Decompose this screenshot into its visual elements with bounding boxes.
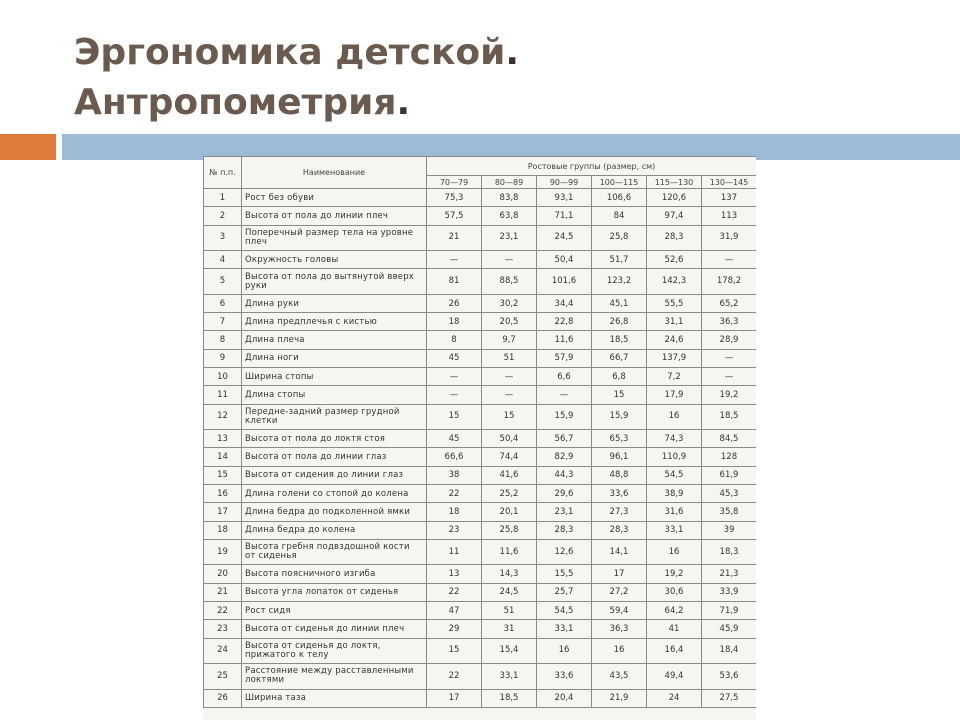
cell-value: 43,5 xyxy=(592,664,647,690)
row-name: Ширина стопы xyxy=(242,368,427,386)
cell-value: 57,5 xyxy=(427,207,482,225)
cell-value: 38 xyxy=(427,466,482,484)
cell-value: 21 xyxy=(427,225,482,251)
title-line-2: Антропометрия. xyxy=(74,82,411,123)
cell-value: 16,4 xyxy=(647,638,702,664)
cell-value: 51,7 xyxy=(592,251,647,269)
row-name: Высота угла лопаток от сиденья xyxy=(242,583,427,601)
cell-value: 71,9 xyxy=(702,602,757,620)
row-number: 14 xyxy=(204,448,242,466)
cell-value: 74,4 xyxy=(482,448,537,466)
cell-value: 50,4 xyxy=(482,430,537,448)
cell-value: 23,1 xyxy=(537,503,592,521)
table-row xyxy=(204,368,757,386)
table-row xyxy=(204,485,757,503)
cell-value: 57,9 xyxy=(537,349,592,367)
row-number: 19 xyxy=(204,539,242,565)
cell-value: 16 xyxy=(592,638,647,664)
row-number: 24 xyxy=(204,638,242,664)
cell-value: 29 xyxy=(427,620,482,638)
cell-value: 35,8 xyxy=(702,503,757,521)
cell-value: 16 xyxy=(647,539,702,565)
row-number: 2 xyxy=(204,207,242,225)
cell-value: 29,6 xyxy=(537,485,592,503)
cell-value: 59,4 xyxy=(592,602,647,620)
table-row xyxy=(204,386,757,404)
row-number: 16 xyxy=(204,485,242,503)
cell-value: 23,1 xyxy=(482,225,537,251)
cell-value: 71,1 xyxy=(537,207,592,225)
table-row xyxy=(204,404,757,430)
header-size-group: 80—89 xyxy=(482,176,537,189)
cell-value: 15 xyxy=(427,404,482,430)
table-row xyxy=(204,269,757,295)
scanned-table-image xyxy=(203,156,756,720)
cell-value: 12,6 xyxy=(537,539,592,565)
cell-value: 20,5 xyxy=(482,313,537,331)
cell-value: 31,6 xyxy=(647,503,702,521)
table-row xyxy=(204,565,757,583)
cell-value: 54,5 xyxy=(647,466,702,484)
row-name: Высота от сидения до линии глаз xyxy=(242,466,427,484)
row-name: Длина предплечья с кистью xyxy=(242,313,427,331)
cell-value: 31,9 xyxy=(702,225,757,251)
row-name: Высота от пола до линии глаз xyxy=(242,448,427,466)
cell-value: 113 xyxy=(702,207,757,225)
cell-value: 15 xyxy=(482,404,537,430)
cell-value: 11,6 xyxy=(482,539,537,565)
header-name: Наименование xyxy=(242,157,427,189)
row-name: Высота гребня подвздошной кости от сиденья xyxy=(242,539,427,565)
table-row xyxy=(204,448,757,466)
row-number: 1 xyxy=(204,189,242,207)
cell-value: 33,1 xyxy=(647,521,702,539)
row-name: Передне-задний размер грудной клетки xyxy=(242,404,427,430)
cell-value: 24 xyxy=(647,689,702,707)
cell-value: 33,9 xyxy=(702,583,757,601)
cell-value: 6,6 xyxy=(537,368,592,386)
cell-value: 18,3 xyxy=(702,539,757,565)
title-line-1: Эргономика детской. xyxy=(74,32,520,73)
cell-value: 34,4 xyxy=(537,294,592,312)
table-row xyxy=(204,466,757,484)
row-name: Поперечный размер тела на уровне плеч xyxy=(242,225,427,251)
row-number: 11 xyxy=(204,386,242,404)
cell-value: 97,4 xyxy=(647,207,702,225)
table-row xyxy=(204,207,757,225)
cell-value: 110,9 xyxy=(647,448,702,466)
header-size-group: 90—99 xyxy=(537,176,592,189)
row-name: Высота от сиденья до линии плеч xyxy=(242,620,427,638)
cell-value: 84,5 xyxy=(702,430,757,448)
cell-value: 27,2 xyxy=(592,583,647,601)
cell-value: 65,2 xyxy=(702,294,757,312)
cell-value: 36,3 xyxy=(592,620,647,638)
cell-value: 44,3 xyxy=(537,466,592,484)
cell-value: 56,7 xyxy=(537,430,592,448)
table-row xyxy=(204,225,757,251)
header-size-group: 115—130 xyxy=(647,176,702,189)
cell-value: 45,1 xyxy=(592,294,647,312)
row-number: 26 xyxy=(204,689,242,707)
cell-value: 31,1 xyxy=(647,313,702,331)
table-row xyxy=(204,521,757,539)
cell-value: 83,8 xyxy=(482,189,537,207)
cell-value: 24,5 xyxy=(537,225,592,251)
cell-value: 21,9 xyxy=(592,689,647,707)
header-size-group: 130—145 xyxy=(702,176,757,189)
row-name: Высота от пола до линии плеч xyxy=(242,207,427,225)
cell-value: 15 xyxy=(427,638,482,664)
cell-value: 20,1 xyxy=(482,503,537,521)
table-row xyxy=(204,294,757,312)
cell-value: 22 xyxy=(427,583,482,601)
row-number: 20 xyxy=(204,565,242,583)
cell-value: 50,4 xyxy=(537,251,592,269)
cell-value: 63,8 xyxy=(482,207,537,225)
cell-value: 45,3 xyxy=(702,485,757,503)
row-name: Высота от пола до вытянутой вверх руки xyxy=(242,269,427,295)
cell-value: 101,6 xyxy=(537,269,592,295)
row-number: 18 xyxy=(204,521,242,539)
cell-value: — xyxy=(427,386,482,404)
cell-value: 74,3 xyxy=(647,430,702,448)
header-size-group: 70—79 xyxy=(427,176,482,189)
table-row xyxy=(204,664,757,690)
table-row xyxy=(204,583,757,601)
cell-value: 54,5 xyxy=(537,602,592,620)
cell-value: 53,6 xyxy=(702,664,757,690)
row-number: 25 xyxy=(204,664,242,690)
cell-value: 39 xyxy=(702,521,757,539)
row-name: Длина руки xyxy=(242,294,427,312)
cell-value: 28,3 xyxy=(537,521,592,539)
cell-value: 8 xyxy=(427,331,482,349)
cell-value: 15,9 xyxy=(592,404,647,430)
cell-value: 25,7 xyxy=(537,583,592,601)
row-name: Длина стопы xyxy=(242,386,427,404)
cell-value: 41,6 xyxy=(482,466,537,484)
cell-value: 25,8 xyxy=(592,225,647,251)
cell-value: 18,5 xyxy=(592,331,647,349)
row-name: Рост сидя xyxy=(242,602,427,620)
row-name: Расстояние между расставленными локтями xyxy=(242,664,427,690)
cell-value: 15,9 xyxy=(537,404,592,430)
table-row xyxy=(204,638,757,664)
cell-value: 64,2 xyxy=(647,602,702,620)
cell-value: — xyxy=(482,251,537,269)
cell-value: 16 xyxy=(537,638,592,664)
cell-value: 22 xyxy=(427,485,482,503)
cell-value: 17,9 xyxy=(647,386,702,404)
cell-value: 36,3 xyxy=(702,313,757,331)
row-name: Длина плеча xyxy=(242,331,427,349)
cell-value: 26 xyxy=(427,294,482,312)
cell-value: 61,9 xyxy=(702,466,757,484)
cell-value: 18,5 xyxy=(702,404,757,430)
row-number: 4 xyxy=(204,251,242,269)
cell-value: 22 xyxy=(427,664,482,690)
cell-value: 82,9 xyxy=(537,448,592,466)
table-row xyxy=(204,620,757,638)
cell-value: 66,6 xyxy=(427,448,482,466)
cell-value: 14,1 xyxy=(592,539,647,565)
cell-value: — xyxy=(427,251,482,269)
cell-value: 38,9 xyxy=(647,485,702,503)
row-name: Длина голени со стопой до колена xyxy=(242,485,427,503)
row-name: Высота от пола до локтя стоя xyxy=(242,430,427,448)
cell-value: 18,5 xyxy=(482,689,537,707)
cell-value: 24,5 xyxy=(482,583,537,601)
cell-value: 84 xyxy=(592,207,647,225)
cell-value: 13 xyxy=(427,565,482,583)
table-row xyxy=(204,430,757,448)
cell-value: 81 xyxy=(427,269,482,295)
cell-value: 88,5 xyxy=(482,269,537,295)
cell-value: 178,2 xyxy=(702,269,757,295)
cell-value: 27,5 xyxy=(702,689,757,707)
cell-value: 30,2 xyxy=(482,294,537,312)
cell-value: — xyxy=(702,251,757,269)
cell-value: 48,8 xyxy=(592,466,647,484)
slide-title xyxy=(74,28,894,128)
cell-value: — xyxy=(482,368,537,386)
row-name: Высота поясничного изгиба xyxy=(242,565,427,583)
cell-value: 137 xyxy=(702,189,757,207)
cell-value: 66,7 xyxy=(592,349,647,367)
cell-value: 30,6 xyxy=(647,583,702,601)
cell-value: 93,1 xyxy=(537,189,592,207)
cell-value: 15,4 xyxy=(482,638,537,664)
cell-value: 33,6 xyxy=(537,664,592,690)
cell-value: 51 xyxy=(482,602,537,620)
cell-value: — xyxy=(702,368,757,386)
row-number: 13 xyxy=(204,430,242,448)
cell-value: 19,2 xyxy=(647,565,702,583)
row-number: 23 xyxy=(204,620,242,638)
cell-value: — xyxy=(482,386,537,404)
table-row xyxy=(204,602,757,620)
cell-value: 17 xyxy=(427,689,482,707)
row-number: 8 xyxy=(204,331,242,349)
cell-value: 33,1 xyxy=(537,620,592,638)
row-number: 7 xyxy=(204,313,242,331)
row-number: 6 xyxy=(204,294,242,312)
row-name: Длина бедра до подколенной ямки xyxy=(242,503,427,521)
cell-value: 23 xyxy=(427,521,482,539)
cell-value: 52,6 xyxy=(647,251,702,269)
cell-value: 45,9 xyxy=(702,620,757,638)
row-number: 15 xyxy=(204,466,242,484)
cell-value: 51 xyxy=(482,349,537,367)
cell-value: 47 xyxy=(427,602,482,620)
cell-value: 96,1 xyxy=(592,448,647,466)
cell-value: 21,3 xyxy=(702,565,757,583)
cell-value: 28,3 xyxy=(647,225,702,251)
row-number: 10 xyxy=(204,368,242,386)
cell-value: 6,8 xyxy=(592,368,647,386)
cell-value: 17 xyxy=(592,565,647,583)
cell-value: — xyxy=(702,349,757,367)
cell-value: 137,9 xyxy=(647,349,702,367)
cell-value: 18,4 xyxy=(702,638,757,664)
row-name: Ширина таза xyxy=(242,689,427,707)
row-number: 22 xyxy=(204,602,242,620)
cell-value: 7,2 xyxy=(647,368,702,386)
row-name: Окружность головы xyxy=(242,251,427,269)
cell-value: 25,2 xyxy=(482,485,537,503)
cell-value: 120,6 xyxy=(647,189,702,207)
cell-value: 14,3 xyxy=(482,565,537,583)
cell-value: 9,7 xyxy=(482,331,537,349)
header-size-group: 100—115 xyxy=(592,176,647,189)
row-number: 9 xyxy=(204,349,242,367)
cell-value: 11 xyxy=(427,539,482,565)
anthropometry-table xyxy=(203,156,756,708)
cell-value: 18 xyxy=(427,313,482,331)
row-name: Рост без обуви xyxy=(242,189,427,207)
cell-value: 11,6 xyxy=(537,331,592,349)
cell-value: 28,3 xyxy=(592,521,647,539)
row-name: Длина бедра до колена xyxy=(242,521,427,539)
cell-value: 22,8 xyxy=(537,313,592,331)
cell-value: 33,1 xyxy=(482,664,537,690)
table-row xyxy=(204,251,757,269)
header-size-groups: Ростовые группы (размер, см) xyxy=(427,157,757,176)
table-row xyxy=(204,503,757,521)
cell-value: 49,4 xyxy=(647,664,702,690)
table-row xyxy=(204,539,757,565)
cell-value: 75,3 xyxy=(427,189,482,207)
cell-value: 15 xyxy=(592,386,647,404)
cell-value: 28,9 xyxy=(702,331,757,349)
cell-value: — xyxy=(537,386,592,404)
row-name: Высота от сиденья до локтя, прижатого к телу xyxy=(242,638,427,664)
row-number: 5 xyxy=(204,269,242,295)
cell-value: 123,2 xyxy=(592,269,647,295)
row-number: 12 xyxy=(204,404,242,430)
cell-value: 20,4 xyxy=(537,689,592,707)
accent-bar-orange xyxy=(0,134,56,160)
cell-value: 24,6 xyxy=(647,331,702,349)
cell-value: 15,5 xyxy=(537,565,592,583)
cell-value: 27,3 xyxy=(592,503,647,521)
cell-value: 31 xyxy=(482,620,537,638)
cell-value: 41 xyxy=(647,620,702,638)
cell-value: 18 xyxy=(427,503,482,521)
table-row xyxy=(204,689,757,707)
table-row xyxy=(204,313,757,331)
row-number: 17 xyxy=(204,503,242,521)
row-number: 3 xyxy=(204,225,242,251)
cell-value: 26,8 xyxy=(592,313,647,331)
cell-value: 106,6 xyxy=(592,189,647,207)
cell-value: 142,3 xyxy=(647,269,702,295)
row-number: 21 xyxy=(204,583,242,601)
cell-value: 45 xyxy=(427,349,482,367)
cell-value: — xyxy=(427,368,482,386)
cell-value: 19,2 xyxy=(702,386,757,404)
cell-value: 128 xyxy=(702,448,757,466)
table-row xyxy=(204,189,757,207)
cell-value: 16 xyxy=(647,404,702,430)
cell-value: 65,3 xyxy=(592,430,647,448)
cell-value: 33,6 xyxy=(592,485,647,503)
header-number: № п.п. xyxy=(204,157,242,189)
cell-value: 45 xyxy=(427,430,482,448)
cell-value: 55,5 xyxy=(647,294,702,312)
cell-value: 25,8 xyxy=(482,521,537,539)
table-row xyxy=(204,349,757,367)
table-row xyxy=(204,331,757,349)
row-name: Длина ноги xyxy=(242,349,427,367)
